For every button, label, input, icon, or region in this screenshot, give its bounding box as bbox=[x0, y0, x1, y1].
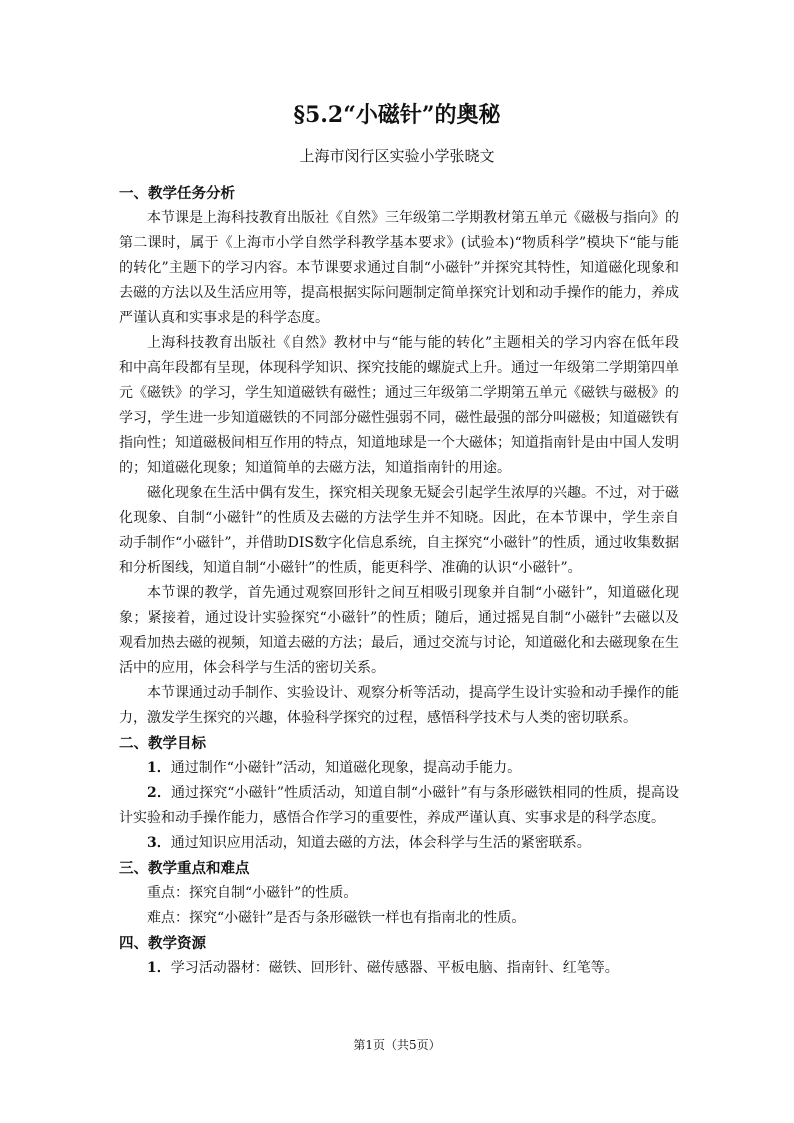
item-text: 学习活动器材：磁铁、回形针、磁传感器、平板电脑、指南针、红笔等。 bbox=[170, 960, 619, 976]
author-line: 上海市闵行区实验小学张晓文 bbox=[299, 147, 495, 165]
paragraph: 上海科技教育出版社《自然》教材中与“能与能的转化”主题相关的学习内容在低年段和中高年段都有呈现，体现科学知识、探究技能的螺旋式上升。通过一年级第二学期第四单元《磁铁》的学习，学生知道磁铁有磁性；通过三年级第二学期第五单元《磁铁与磁极》的学习，学生进一步知道磁铁的不同部分磁性强弱不同，磁性最强的部分叫磁极；知道磁铁有指向性；知道磁极间相互作用的特点，知道地球是一个大磁体；知道指南针是由中国人发明的；知道磁化现象；知道简单的去磁方法，知道指南针的用途。 bbox=[119, 335, 679, 476]
page-title: §5.2“小磁针”的奥秘 bbox=[293, 102, 501, 128]
section-heading-key-points: 三、教学重点和难点 bbox=[119, 860, 250, 877]
section-heading-resources: 四、教学资源 bbox=[119, 935, 206, 952]
objective-item bbox=[119, 756, 679, 781]
item-text: 通过探究“小磁针”性质活动，知道自制“小磁针”有与条形磁铁相同的性质，提高设计实验和动手操作能力，感悟合作学习的重要性，养成严谨认真、实事求是的科学态度。 bbox=[119, 785, 679, 826]
item-text: 通过知识应用活动，知道去磁的方法，体会科学与生活的紧密联系。 bbox=[170, 835, 591, 851]
resource-item bbox=[119, 956, 679, 981]
item-number: 1． bbox=[147, 760, 171, 776]
paragraph: 磁化现象在生活中偶有发生，探究相关现象无疑会引起学生浓厚的兴趣。不过，对于磁化现象、自制“小磁针”的性质及去磁的方法学生并不知晓。因此，在本节课中，学生亲自动手制作“小磁针”，并借助DIS数字化信息系统，自主探究“小磁针”的性质，通过收集数据和分析图线，知道自制“小磁针”的性质，能更科学、准确的认识“小磁针”。 bbox=[119, 485, 679, 576]
key-point-line: 重点：探究自制“小磁针”的性质。 bbox=[147, 885, 358, 901]
section-heading-analysis: 一、教学任务分析 bbox=[119, 185, 235, 202]
item-number: 2． bbox=[147, 785, 171, 801]
difficulty-line: 难点：探究“小磁针”是否与条形磁铁一样也有指南北的性质。 bbox=[147, 910, 526, 926]
item-text: 通过制作“小磁针”活动，知道磁化现象，提高动手能力。 bbox=[170, 760, 522, 776]
item-number: 3． bbox=[147, 835, 171, 851]
item-number: 1． bbox=[147, 960, 171, 976]
section-heading-objectives: 二、教学目标 bbox=[119, 735, 206, 752]
objective-item bbox=[119, 781, 679, 831]
objective-item bbox=[119, 831, 679, 856]
document-body bbox=[119, 181, 679, 981]
paragraph: 本节课是上海科技教育出版社《自然》三年级第二学期教材第五单元《磁极与指向》的第二课时，属于《上海市小学自然学科教学基本要求》(试验本)“物质科学”模块下“能与能的转化”主题下的学习内容。本节课要求通过自制“小磁针”并探究其特性，知道磁化现象和去磁的方法以及生活应用等，提高根据实际问题制定简单探究计划和动手操作的能力，养成严谨认真和实事求是的科学态度。 bbox=[119, 210, 679, 326]
paragraph: 本节课的教学，首先通过观察回形针之间互相吸引现象并自制“小磁针”，知道磁化现象；紧接着，通过设计实验探究“小磁针”的性质；随后，通过摇晃自制“小磁针”去磁以及观看加热去磁的视频，知道去磁的方法；最后，通过交流与讨论，知道磁化和去磁现象在生活中的应用，体会科学与生活的密切关系。 bbox=[119, 585, 679, 676]
page-footer: 第1页（共5页） bbox=[353, 1038, 441, 1052]
paragraph: 本节课通过动手制作、实验设计、观察分析等活动，提高学生设计实验和动手操作的能力，激发学生探究的兴趣，体验科学探究的过程，感悟科学技术与人类的密切联系。 bbox=[119, 685, 679, 726]
